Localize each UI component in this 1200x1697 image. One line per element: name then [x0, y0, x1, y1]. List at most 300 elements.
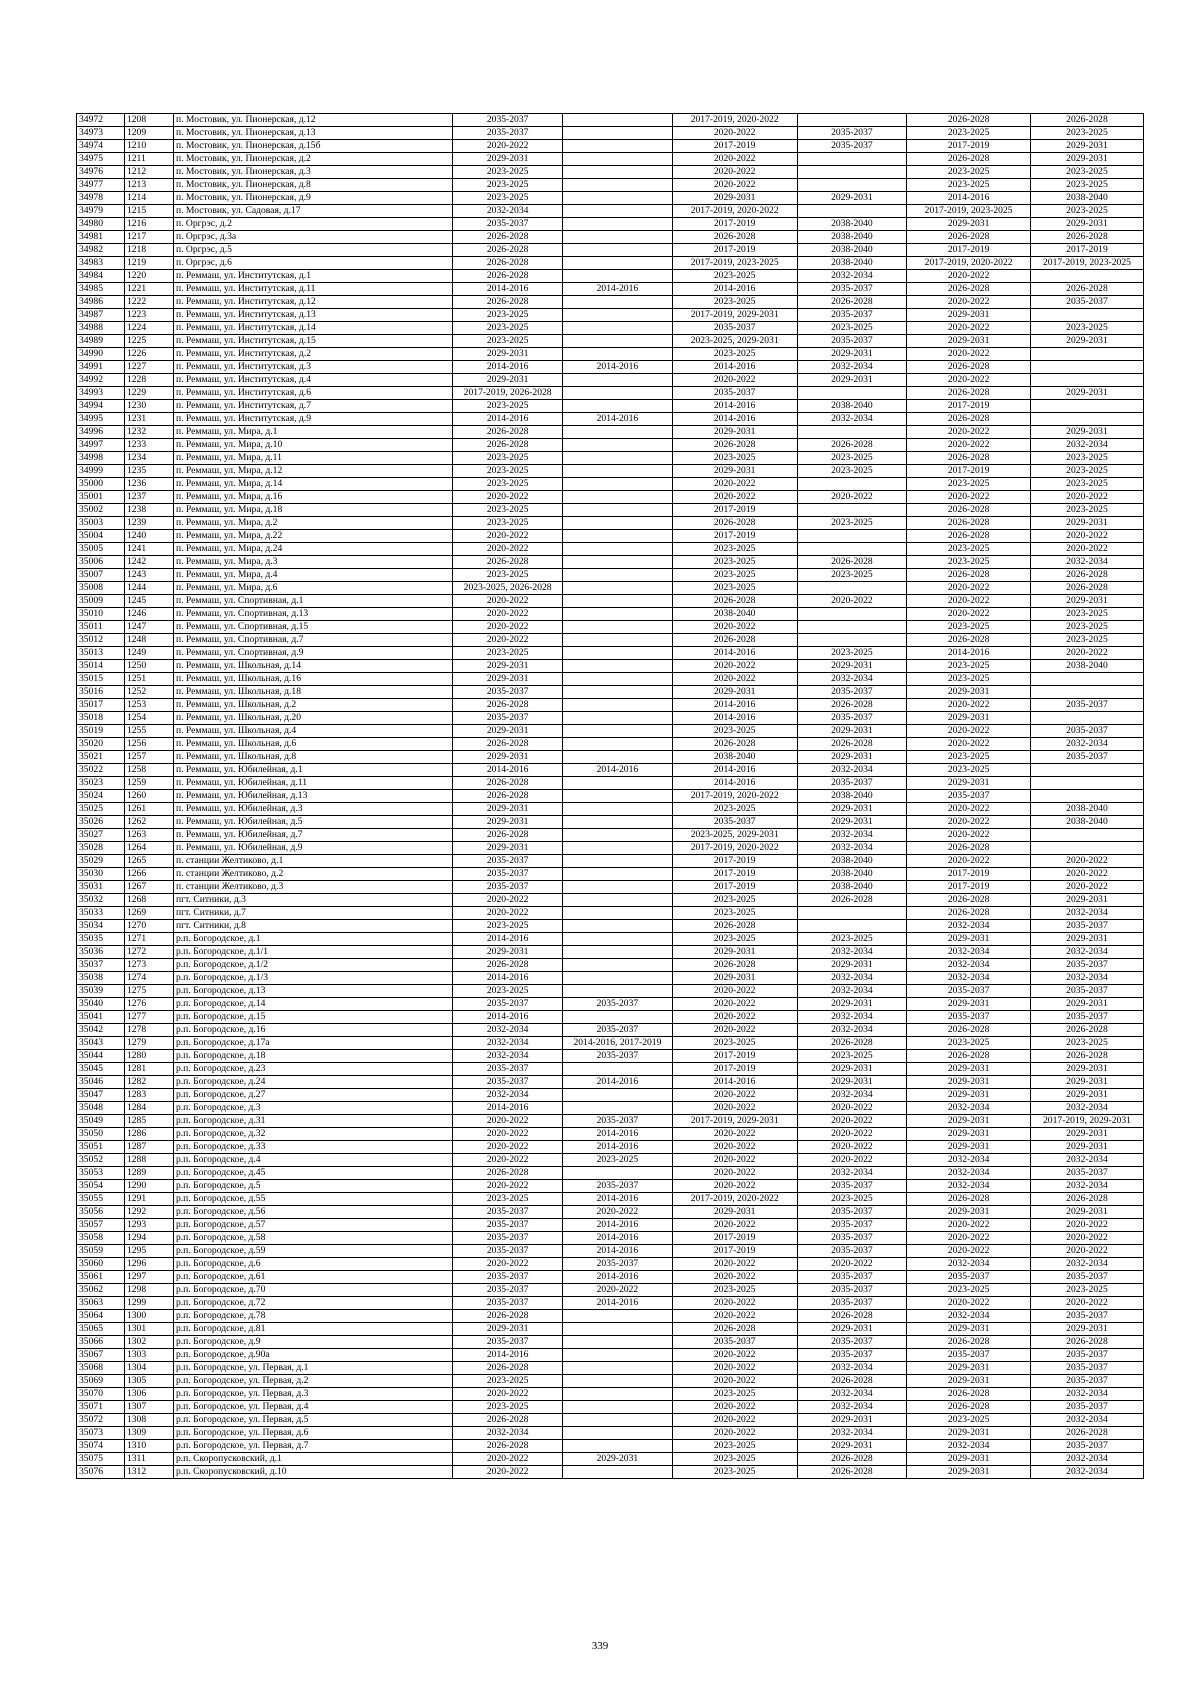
address-cell: р.п. Богородское, д.81: [173, 1323, 452, 1336]
period-cell-3: 2020-2022: [672, 1024, 797, 1037]
row-id-cell: 35022: [77, 764, 125, 777]
period-cell-1: 2023-2025: [453, 1375, 563, 1388]
table-row: [77, 712, 1144, 725]
period-cell-4: [797, 621, 907, 634]
row-id-cell: 35027: [77, 829, 125, 842]
period-cell-5: 2026-2028: [907, 569, 1031, 582]
period-cell-2: [563, 491, 673, 504]
period-cell-1: 2020-2022: [453, 140, 563, 153]
period-cell-6: 2035-2037: [1030, 1271, 1143, 1284]
period-cell-3: 2023-2025: [672, 933, 797, 946]
period-cell-2: [563, 829, 673, 842]
period-cell-4: 2035-2037: [797, 1336, 907, 1349]
period-cell-3: 2035-2037: [672, 387, 797, 400]
item-number-cell: 1288: [124, 1154, 173, 1167]
period-cell-2: 2023-2025: [563, 1154, 673, 1167]
period-cell-5: 2026-2028: [907, 1024, 1031, 1037]
period-cell-1: 2026-2028: [453, 244, 563, 257]
row-id-cell: 35063: [77, 1297, 125, 1310]
period-cell-1: 2035-2037: [453, 127, 563, 140]
period-cell-1: 2026-2028: [453, 1362, 563, 1375]
period-cell-6: 2026-2028: [1030, 1193, 1143, 1206]
row-id-cell: 35023: [77, 777, 125, 790]
period-cell-5: 2023-2025: [907, 127, 1031, 140]
period-cell-5: 2023-2025: [907, 1284, 1031, 1297]
period-cell-3: 2023-2025: [672, 907, 797, 920]
period-cell-5: 2026-2028: [907, 452, 1031, 465]
period-cell-3: 2020-2022: [672, 374, 797, 387]
period-cell-3: 2020-2022: [672, 478, 797, 491]
period-cell-5: 2020-2022: [907, 491, 1031, 504]
period-cell-4: 2020-2022: [797, 1154, 907, 1167]
table-row: [77, 153, 1144, 166]
row-id-cell: 35024: [77, 790, 125, 803]
period-cell-1: 2014-2016: [453, 413, 563, 426]
table-row: [77, 465, 1144, 478]
period-cell-6: 2026-2028: [1030, 569, 1143, 582]
period-cell-6: 2038-2040: [1030, 660, 1143, 673]
row-id-cell: 35040: [77, 998, 125, 1011]
period-cell-4: 2020-2022: [797, 1128, 907, 1141]
period-cell-2: [563, 751, 673, 764]
table-row: [77, 725, 1144, 738]
address-cell: р.п. Богородское, ул. Первая, д.7: [173, 1440, 452, 1453]
table-row: [77, 140, 1144, 153]
period-cell-3: 2020-2022: [672, 1089, 797, 1102]
period-cell-5: 2023-2025: [907, 543, 1031, 556]
period-cell-6: 2035-2037: [1030, 985, 1143, 998]
period-cell-1: 2029-2031: [453, 1323, 563, 1336]
item-number-cell: 1270: [124, 920, 173, 933]
period-cell-6: 2035-2037: [1030, 1440, 1143, 1453]
period-cell-6: 2029-2031: [1030, 517, 1143, 530]
period-cell-3: 2020-2022: [672, 1219, 797, 1232]
period-cell-3: 2035-2037: [672, 1336, 797, 1349]
table-row: [77, 1284, 1144, 1297]
row-id-cell: 35044: [77, 1050, 125, 1063]
address-cell: п. Реммаш, ул. Юбилейная, д.3: [173, 803, 452, 816]
period-cell-2: [563, 1323, 673, 1336]
item-number-cell: 1298: [124, 1284, 173, 1297]
period-cell-4: 2029-2031: [797, 803, 907, 816]
period-cell-3: 2020-2022: [672, 1141, 797, 1154]
period-cell-5: 2026-2028: [907, 413, 1031, 426]
period-cell-2: [563, 335, 673, 348]
table-row: [77, 764, 1144, 777]
period-cell-1: 2020-2022: [453, 1466, 563, 1479]
item-number-cell: 1297: [124, 1271, 173, 1284]
row-id-cell: 35019: [77, 725, 125, 738]
period-cell-1: 2023-2025: [453, 179, 563, 192]
item-number-cell: 1260: [124, 790, 173, 803]
address-cell: п. Оргрэс, д.2: [173, 218, 452, 231]
period-cell-1: 2035-2037: [453, 998, 563, 1011]
row-id-cell: 34981: [77, 231, 125, 244]
period-cell-2: [563, 322, 673, 335]
period-cell-5: 2032-2034: [907, 1258, 1031, 1271]
period-cell-4: 2029-2031: [797, 1323, 907, 1336]
row-id-cell: 35054: [77, 1180, 125, 1193]
item-number-cell: 1234: [124, 452, 173, 465]
period-cell-3: 2035-2037: [672, 322, 797, 335]
period-cell-3: 2014-2016: [672, 647, 797, 660]
row-id-cell: 34989: [77, 335, 125, 348]
period-cell-2: [563, 1102, 673, 1115]
address-cell: п. Мостовик, ул. Пионерская, д.15б: [173, 140, 452, 153]
period-cell-4: 2032-2034: [797, 361, 907, 374]
period-cell-1: 2023-2025: [453, 647, 563, 660]
item-number-cell: 1271: [124, 933, 173, 946]
row-id-cell: 34972: [77, 114, 125, 127]
period-cell-3: 2038-2040: [672, 751, 797, 764]
row-id-cell: 35065: [77, 1323, 125, 1336]
period-cell-6: [1030, 764, 1143, 777]
period-cell-2: [563, 660, 673, 673]
row-id-cell: 35057: [77, 1219, 125, 1232]
address-cell: п. Реммаш, ул. Институтская, д.12: [173, 296, 452, 309]
period-cell-4: 2038-2040: [797, 400, 907, 413]
period-cell-1: 2023-2025: [453, 920, 563, 933]
period-cell-3: 2023-2025, 2029-2031: [672, 335, 797, 348]
row-id-cell: 35059: [77, 1245, 125, 1258]
period-cell-4: 2029-2031: [797, 725, 907, 738]
period-cell-5: 2023-2025: [907, 166, 1031, 179]
period-cell-4: 2038-2040: [797, 855, 907, 868]
period-cell-5: 2017-2019: [907, 868, 1031, 881]
table-row: [77, 1024, 1144, 1037]
row-id-cell: 35066: [77, 1336, 125, 1349]
period-cell-5: 2029-2031: [907, 335, 1031, 348]
period-cell-3: 2017-2019: [672, 1232, 797, 1245]
period-cell-2: [563, 725, 673, 738]
period-cell-2: [563, 1388, 673, 1401]
period-cell-4: 2035-2037: [797, 140, 907, 153]
period-cell-1: 2029-2031: [453, 660, 563, 673]
period-cell-2: [563, 699, 673, 712]
period-cell-1: 2020-2022: [453, 543, 563, 556]
table-row: [77, 127, 1144, 140]
period-cell-2: [563, 1414, 673, 1427]
period-cell-2: 2014-2016: [563, 1297, 673, 1310]
address-cell: п. Реммаш, ул. Спортивная, д.15: [173, 621, 452, 634]
period-cell-4: 2026-2028: [797, 1375, 907, 1388]
item-number-cell: 1250: [124, 660, 173, 673]
period-cell-1: 2029-2031: [453, 725, 563, 738]
row-id-cell: 35039: [77, 985, 125, 998]
period-cell-1: 2023-2025: [453, 166, 563, 179]
period-cell-3: 2017-2019, 2020-2022: [672, 1193, 797, 1206]
period-cell-5: 2032-2034: [907, 1440, 1031, 1453]
table-row: [77, 231, 1144, 244]
period-cell-5: 2020-2022: [907, 1232, 1031, 1245]
period-cell-6: [1030, 842, 1143, 855]
period-cell-1: 2026-2028: [453, 1414, 563, 1427]
item-number-cell: 1221: [124, 283, 173, 296]
period-cell-6: 2035-2037: [1030, 699, 1143, 712]
period-cell-4: [797, 478, 907, 491]
period-cell-1: 2032-2034: [453, 1427, 563, 1440]
address-cell: р.п. Богородское, д.55: [173, 1193, 452, 1206]
row-id-cell: 34997: [77, 439, 125, 452]
item-number-cell: 1285: [124, 1115, 173, 1128]
table-row: [77, 1440, 1144, 1453]
row-id-cell: 35003: [77, 517, 125, 530]
period-cell-4: 2029-2031: [797, 660, 907, 673]
period-cell-4: 2029-2031: [797, 959, 907, 972]
row-id-cell: 35052: [77, 1154, 125, 1167]
period-cell-2: [563, 738, 673, 751]
period-cell-3: 2020-2022: [672, 660, 797, 673]
period-cell-1: 2023-2025: [453, 309, 563, 322]
row-id-cell: 35072: [77, 1414, 125, 1427]
address-cell: р.п. Богородское, ул. Первая, д.5: [173, 1414, 452, 1427]
period-cell-4: 2026-2028: [797, 296, 907, 309]
period-cell-6: 2020-2022: [1030, 647, 1143, 660]
item-number-cell: 1290: [124, 1180, 173, 1193]
item-number-cell: 1217: [124, 231, 173, 244]
table-row: [77, 569, 1144, 582]
period-cell-3: 2026-2028: [672, 920, 797, 933]
period-cell-2: [563, 1063, 673, 1076]
row-id-cell: 35037: [77, 959, 125, 972]
period-cell-3: 2026-2028: [672, 634, 797, 647]
item-number-cell: 1258: [124, 764, 173, 777]
period-cell-1: 2020-2022: [453, 621, 563, 634]
row-id-cell: 35061: [77, 1271, 125, 1284]
period-cell-4: 2020-2022: [797, 1258, 907, 1271]
address-cell: п. Реммаш, ул. Спортивная, д.13: [173, 608, 452, 621]
period-cell-2: [563, 244, 673, 257]
address-cell: п. Реммаш, ул. Школьная, д.16: [173, 673, 452, 686]
period-cell-1: 2035-2037: [453, 712, 563, 725]
period-cell-6: 2032-2034: [1030, 1388, 1143, 1401]
period-cell-1: 2020-2022: [453, 608, 563, 621]
address-cell: р.п. Богородское, д.24: [173, 1076, 452, 1089]
table-row: [77, 517, 1144, 530]
period-cell-1: 2014-2016: [453, 1102, 563, 1115]
row-id-cell: 35068: [77, 1362, 125, 1375]
row-id-cell: 35046: [77, 1076, 125, 1089]
table-row: [77, 1232, 1144, 1245]
period-cell-2: [563, 1167, 673, 1180]
period-cell-6: 2020-2022: [1030, 543, 1143, 556]
table-row: [77, 1310, 1144, 1323]
table-row: [77, 114, 1144, 127]
period-cell-5: 2035-2037: [907, 1349, 1031, 1362]
table-row: [77, 1336, 1144, 1349]
period-cell-1: 2020-2022: [453, 1258, 563, 1271]
period-cell-1: 2035-2037: [453, 1076, 563, 1089]
period-cell-4: 2038-2040: [797, 881, 907, 894]
period-cell-4: [797, 582, 907, 595]
period-cell-5: 2020-2022: [907, 348, 1031, 361]
item-number-cell: 1259: [124, 777, 173, 790]
item-number-cell: 1309: [124, 1427, 173, 1440]
period-cell-4: 2023-2025: [797, 569, 907, 582]
period-cell-1: 2014-2016: [453, 283, 563, 296]
period-cell-1: 2026-2028: [453, 829, 563, 842]
period-cell-3: 2026-2028: [672, 595, 797, 608]
address-cell: р.п. Богородское, д.17а: [173, 1037, 452, 1050]
item-number-cell: 1230: [124, 400, 173, 413]
table-row: [77, 1193, 1144, 1206]
row-id-cell: 35016: [77, 686, 125, 699]
period-cell-2: [563, 647, 673, 660]
period-cell-1: 2023-2025: [453, 1401, 563, 1414]
period-cell-1: 2026-2028: [453, 790, 563, 803]
period-cell-5: 2020-2022: [907, 1219, 1031, 1232]
table-row: [77, 816, 1144, 829]
period-cell-6: 2029-2031: [1030, 1076, 1143, 1089]
address-cell: р.п. Богородское, д.45: [173, 1167, 452, 1180]
period-cell-5: 2026-2028: [907, 283, 1031, 296]
period-cell-1: 2035-2037: [453, 1297, 563, 1310]
period-cell-6: 2032-2034: [1030, 1414, 1143, 1427]
period-cell-6: 2020-2022: [1030, 868, 1143, 881]
period-cell-1: 2035-2037: [453, 1232, 563, 1245]
period-cell-4: [797, 205, 907, 218]
period-cell-2: [563, 803, 673, 816]
period-cell-6: 2017-2019, 2023-2025: [1030, 257, 1143, 270]
period-cell-4: 2020-2022: [797, 491, 907, 504]
period-cell-4: 2029-2031: [797, 1063, 907, 1076]
period-cell-6: 2029-2031: [1030, 1141, 1143, 1154]
period-cell-5: 2032-2034: [907, 1180, 1031, 1193]
period-cell-3: 2017-2019: [672, 140, 797, 153]
period-cell-5: 2029-2031: [907, 777, 1031, 790]
period-cell-5: 2026-2028: [907, 1388, 1031, 1401]
address-cell: п. Мостовик, ул. Пионерская, д.3: [173, 166, 452, 179]
period-cell-5: 2029-2031: [907, 1362, 1031, 1375]
item-number-cell: 1294: [124, 1232, 173, 1245]
period-cell-1: 2026-2028: [453, 426, 563, 439]
table-row: [77, 296, 1144, 309]
address-cell: р.п. Богородское, д.6: [173, 1258, 452, 1271]
period-cell-1: 2026-2028: [453, 777, 563, 790]
row-id-cell: 35026: [77, 816, 125, 829]
period-cell-2: [563, 127, 673, 140]
item-number-cell: 1240: [124, 530, 173, 543]
period-cell-6: 2023-2025: [1030, 634, 1143, 647]
address-cell: п. Мостовик, ул. Пионерская, д.2: [173, 153, 452, 166]
period-cell-5: 2017-2019: [907, 140, 1031, 153]
period-cell-1: 2023-2025: [453, 517, 563, 530]
period-cell-4: 2026-2028: [797, 1310, 907, 1323]
period-cell-5: 2026-2028: [907, 517, 1031, 530]
period-cell-2: 2014-2016: [563, 1245, 673, 1258]
address-cell: п. Реммаш, ул. Школьная, д.20: [173, 712, 452, 725]
period-cell-2: [563, 270, 673, 283]
period-cell-1: 2023-2025: [453, 322, 563, 335]
period-cell-4: 2029-2031: [797, 1076, 907, 1089]
period-cell-4: 2038-2040: [797, 790, 907, 803]
address-cell: п. Реммаш, ул. Институтская, д.14: [173, 322, 452, 335]
period-cell-5: 2026-2028: [907, 387, 1031, 400]
table-row: [77, 543, 1144, 556]
period-cell-5: 2029-2031: [907, 1076, 1031, 1089]
address-cell: п. Реммаш, ул. Мира, д.2: [173, 517, 452, 530]
period-cell-6: [1030, 400, 1143, 413]
period-cell-6: [1030, 270, 1143, 283]
table-row: [77, 751, 1144, 764]
period-cell-5: 2020-2022: [907, 439, 1031, 452]
period-cell-2: [563, 1440, 673, 1453]
row-id-cell: 35047: [77, 1089, 125, 1102]
item-number-cell: 1312: [124, 1466, 173, 1479]
address-cell: р.п. Богородское, д.9: [173, 1336, 452, 1349]
table-row: [77, 959, 1144, 972]
period-cell-2: [563, 985, 673, 998]
period-cell-4: 2035-2037: [797, 127, 907, 140]
period-cell-2: [563, 114, 673, 127]
row-id-cell: 35007: [77, 569, 125, 582]
item-number-cell: 1286: [124, 1128, 173, 1141]
period-cell-1: 2035-2037: [453, 218, 563, 231]
period-cell-6: 2035-2037: [1030, 1362, 1143, 1375]
table-row: [77, 361, 1144, 374]
item-number-cell: 1301: [124, 1323, 173, 1336]
item-number-cell: 1251: [124, 673, 173, 686]
period-cell-3: 2020-2022: [672, 127, 797, 140]
table-row: [77, 777, 1144, 790]
period-cell-3: 2017-2019: [672, 1245, 797, 1258]
period-cell-4: 2032-2034: [797, 1362, 907, 1375]
period-cell-2: [563, 1310, 673, 1323]
address-cell: п. Реммаш, ул. Юбилейная, д.1: [173, 764, 452, 777]
period-cell-3: 2017-2019: [672, 504, 797, 517]
row-id-cell: 35045: [77, 1063, 125, 1076]
period-cell-4: 2032-2034: [797, 1089, 907, 1102]
period-cell-5: 2029-2031: [907, 998, 1031, 1011]
period-cell-6: 2020-2022: [1030, 1232, 1143, 1245]
row-id-cell: 34987: [77, 309, 125, 322]
period-cell-2: [563, 933, 673, 946]
period-cell-2: [563, 790, 673, 803]
period-cell-1: 2035-2037: [453, 1271, 563, 1284]
period-cell-5: 2029-2031: [907, 1427, 1031, 1440]
period-cell-2: [563, 205, 673, 218]
period-cell-4: 2020-2022: [797, 1141, 907, 1154]
period-cell-4: 2035-2037: [797, 309, 907, 322]
period-cell-2: [563, 218, 673, 231]
table-row: [77, 335, 1144, 348]
period-cell-2: [563, 478, 673, 491]
period-cell-4: 2038-2040: [797, 257, 907, 270]
period-cell-4: 2035-2037: [797, 1232, 907, 1245]
period-cell-3: 2020-2022: [672, 153, 797, 166]
item-number-cell: 1236: [124, 478, 173, 491]
item-number-cell: 1306: [124, 1388, 173, 1401]
item-number-cell: 1235: [124, 465, 173, 478]
table-row: [77, 1375, 1144, 1388]
table-row: [77, 1466, 1144, 1479]
item-number-cell: 1215: [124, 205, 173, 218]
period-cell-6: 2032-2034: [1030, 946, 1143, 959]
period-cell-2: [563, 595, 673, 608]
period-cell-5: 2029-2031: [907, 218, 1031, 231]
period-cell-6: 2029-2031: [1030, 387, 1143, 400]
period-cell-5: 2035-2037: [907, 1271, 1031, 1284]
table-row: [77, 192, 1144, 205]
period-cell-1: 2023-2025, 2026-2028: [453, 582, 563, 595]
period-cell-2: [563, 582, 673, 595]
address-cell: п. Реммаш, ул. Школьная, д.4: [173, 725, 452, 738]
period-cell-3: 2026-2028: [672, 959, 797, 972]
table-row: [77, 426, 1144, 439]
row-id-cell: 35058: [77, 1232, 125, 1245]
table-row: [77, 504, 1144, 517]
period-cell-5: 2023-2025: [907, 478, 1031, 491]
